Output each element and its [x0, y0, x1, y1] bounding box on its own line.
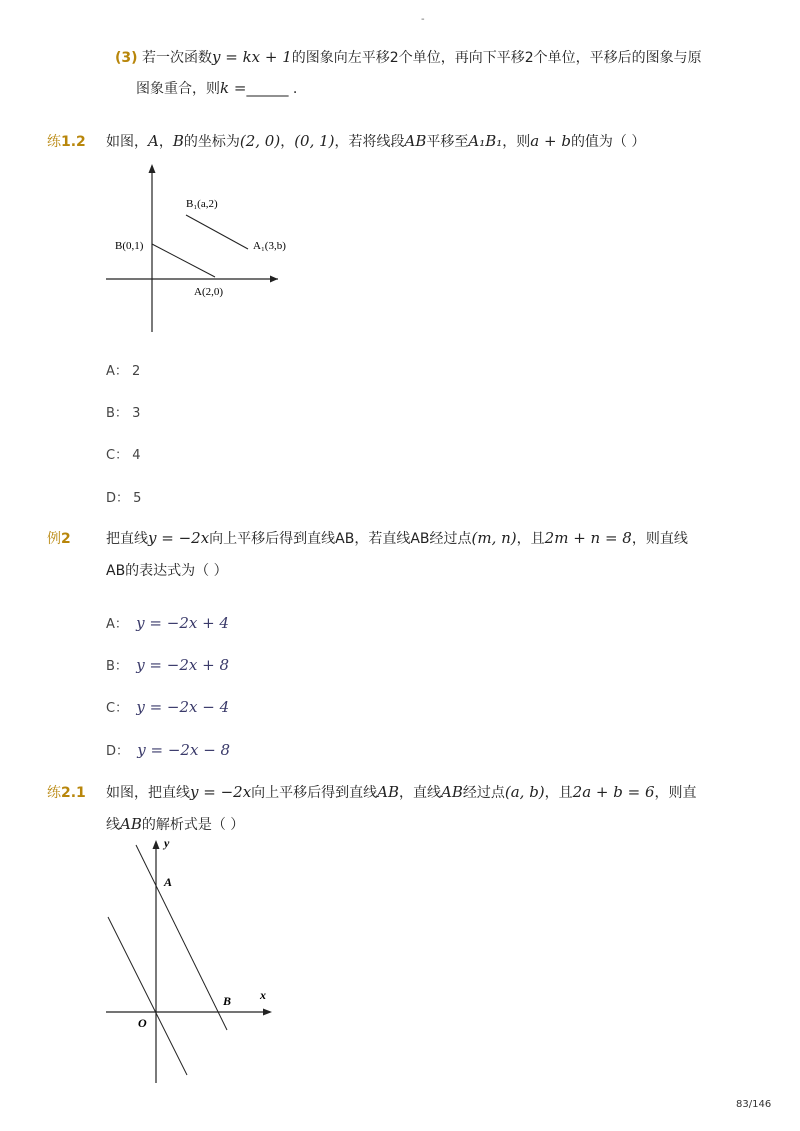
p12-AB: AB [404, 132, 427, 150]
p21-x-arrow [263, 1009, 272, 1016]
p12-coord-1: (2, 0) [239, 132, 281, 150]
p12-option-a[interactable] [106, 360, 140, 379]
p12-option-b-value: 3 [132, 406, 141, 421]
p21-figure [100, 835, 285, 1087]
p12-segment-AB [152, 244, 215, 277]
p21-fig-label-x: x [260, 988, 266, 1002]
ex2-t3: ，且 [516, 531, 545, 547]
p12-fig-label-B: B(0,1) [115, 240, 144, 252]
q3-text-1a: 若一次函数 [142, 50, 212, 66]
ex2-label-prefix: 例 [47, 531, 61, 547]
p12-label [47, 131, 86, 151]
q3-line-1 [115, 47, 702, 67]
p21-e3: 2a + b = 6 [572, 783, 655, 801]
q3-expr-1: y = kx + 1 [212, 48, 292, 66]
p21-e2: (a, b) [504, 783, 545, 801]
p21-AB-1: AB [377, 783, 400, 801]
p21-t1: 如图，把直线 [106, 785, 190, 801]
p21-t4: 经过点 [462, 785, 505, 801]
p12-question [106, 131, 645, 151]
p21-t6: ，则直 [654, 785, 697, 801]
p12-t3: ，若将线段 [334, 134, 405, 150]
page-number: 83/146 [736, 1099, 772, 1110]
q3-line-2 [136, 78, 297, 98]
p12-t2: 的坐标为 [183, 134, 240, 150]
p21-e1: y = −2x [190, 783, 252, 801]
p21-label-number: 2.1 [61, 785, 86, 801]
p12-fig-label-A1: A₁(3,b) [253, 240, 286, 252]
p12-option-b[interactable] [106, 402, 140, 421]
p12-y-arrow [149, 164, 156, 173]
ex2-label-number: 2 [61, 531, 71, 547]
ex2-option-c[interactable] [106, 697, 229, 716]
ex2-label [47, 528, 71, 548]
p21-t3: ，直线 [399, 785, 442, 801]
p12-figure [100, 160, 290, 335]
ex2-option-b-value: y = −2x + 8 [136, 656, 229, 674]
ex2-t2: 向上平移后得到直线AB，若直线AB经过点 [209, 531, 472, 547]
p12-segment-A1B1 [186, 215, 248, 249]
p12-option-d[interactable] [106, 487, 141, 506]
ex2-option-a[interactable] [106, 613, 229, 632]
p21-label-prefix: 练 [47, 785, 61, 801]
p12-A1B1: A₁B₁ [468, 132, 503, 150]
p21-AB-2: AB [441, 783, 463, 801]
p21-question-line-1 [106, 782, 697, 802]
p12-fig-label-A: A(2,0) [194, 286, 224, 298]
p12-A: A [148, 132, 159, 150]
p12-option-c[interactable] [106, 444, 141, 463]
ex2-question-line-2: AB的表达式为（ ） [106, 563, 228, 579]
ex2-option-d-value: y = −2x − 8 [137, 741, 231, 759]
p12-label-prefix: 练 [47, 134, 61, 150]
ex2-option-a-key: A： [106, 617, 128, 632]
p21-t8: 的解析式是（ ） [141, 817, 245, 833]
p12-coord-2: (0, 1) [294, 132, 335, 150]
p12-option-c-key: C： [106, 448, 129, 463]
ex2-t1: 把直线 [106, 531, 148, 547]
ex2-option-c-value: y = −2x − 4 [136, 698, 230, 716]
p21-t5: ，且 [544, 785, 573, 801]
ex2-option-d[interactable] [106, 740, 230, 759]
p12-label-number: 1.2 [61, 134, 86, 150]
q3-text-1b: 的图象向左平移2个单位，再向下平移2个单位，平移后的图象与原 [291, 50, 702, 66]
p21-fig-label-y: y [164, 836, 170, 850]
p21-y-arrow [153, 840, 160, 849]
ex2-e3: 2m + n = 8 [544, 529, 632, 547]
p21-fig-label-A: A [164, 875, 173, 889]
p12-t4: 平移至 [426, 134, 469, 150]
ex2-option-b[interactable] [106, 655, 229, 674]
q3-expr-2: k = [220, 79, 247, 97]
ex2-question-line-1 [106, 528, 688, 548]
q3-text-2a: 图象重合，则 [136, 81, 220, 97]
p12-sep: ， [158, 134, 173, 150]
p21-t7: 线 [106, 817, 120, 833]
p12-t5: ，则 [502, 134, 531, 150]
ex2-option-b-key: B： [106, 659, 128, 674]
p12-B: B [172, 132, 184, 150]
ex2-option-d-key: D： [106, 744, 130, 759]
q3-blank: ______ . [246, 81, 298, 97]
p12-option-d-value: 5 [133, 491, 142, 506]
p12-option-b-key: B： [106, 406, 128, 421]
p21-fig-label-O: O [138, 1016, 147, 1030]
p12-x-arrow [270, 276, 278, 283]
p12-t1: 如图， [106, 134, 148, 150]
top-mark: - [421, 14, 425, 25]
p21-label [47, 782, 86, 802]
p21-line-AB [136, 845, 227, 1030]
p12-option-a-key: A： [106, 364, 128, 379]
p21-line-y-minus-2x [108, 917, 187, 1075]
p12-t6: 的值为（ ） [570, 134, 646, 150]
ex2-t4: ，则直线 [631, 531, 688, 547]
p21-AB-3: AB [120, 815, 142, 833]
p12-a-plus-b: a + b [530, 132, 571, 150]
p12-fig-label-B1: B₁(a,2) [186, 198, 218, 210]
p21-fig-label-B: B [223, 994, 232, 1008]
ex2-e2: (m, n) [471, 529, 517, 547]
q3-number: (3) [115, 50, 138, 66]
p21-question-line-2 [106, 814, 244, 834]
ex2-option-c-key: C： [106, 701, 129, 716]
p12-comma: ， [280, 134, 295, 150]
ex2-e1: y = −2x [148, 529, 210, 547]
p21-t2: 向上平移后得到直线 [251, 785, 378, 801]
p12-option-d-key: D： [106, 491, 130, 506]
p12-option-c-value: 4 [132, 448, 141, 463]
ex2-option-a-value: y = −2x + 4 [136, 614, 229, 632]
p12-option-a-value: 2 [132, 364, 141, 379]
